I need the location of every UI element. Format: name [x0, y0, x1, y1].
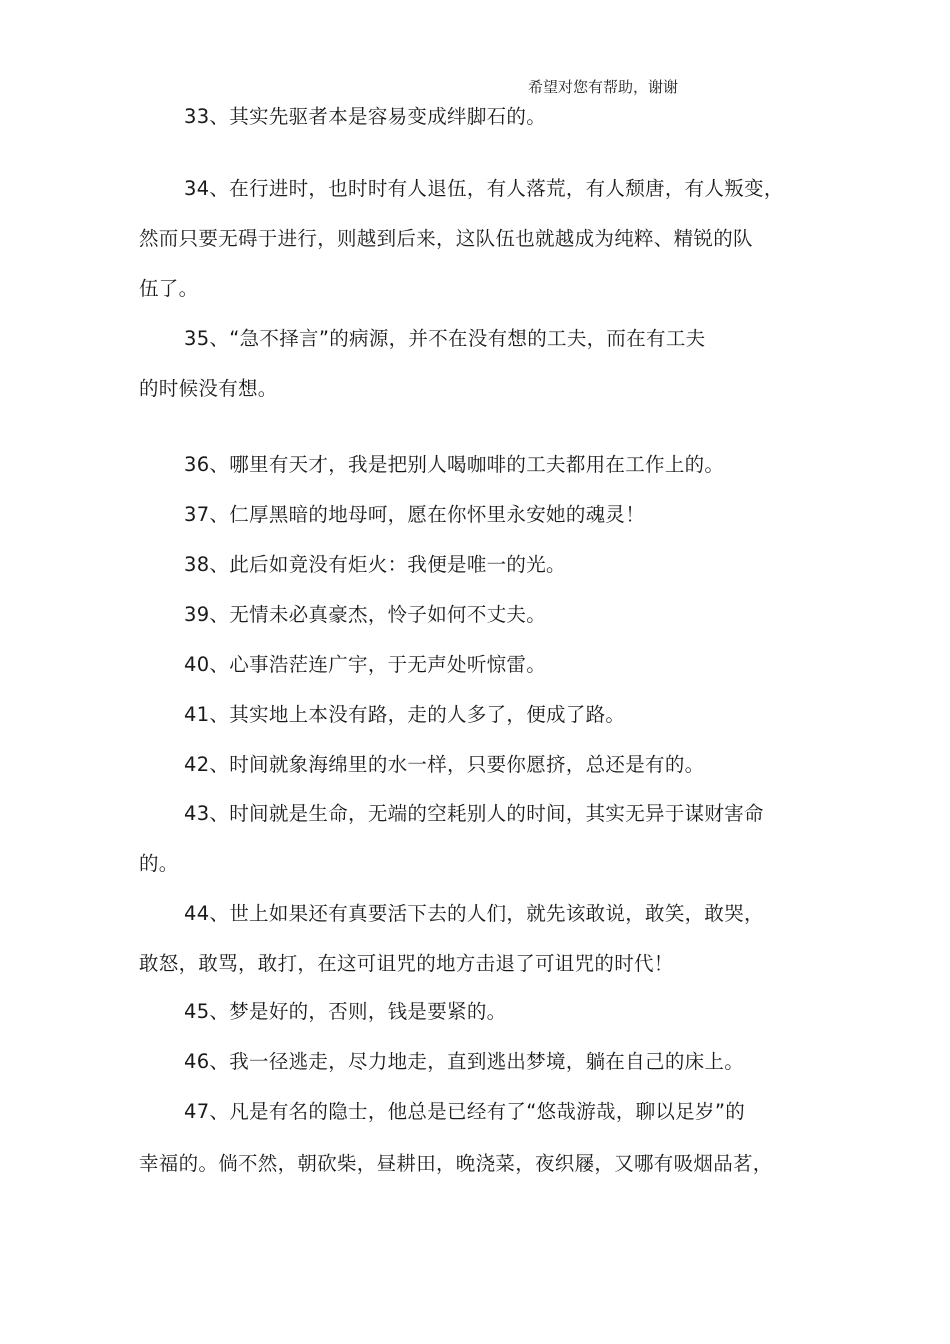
quote-35-line-2: 的时候没有想。	[139, 377, 278, 400]
quote-43-line-2: 的。	[139, 852, 179, 875]
quote-44-line-2: 敢怒，敢骂，敢打，在这可诅咒的地方击退了可诅咒的时代！	[139, 952, 674, 975]
quote-37: 37、仁厚黑暗的地母呵，愿在你怀里永安她的魂灵！	[184, 503, 646, 526]
quote-33: 33、其实先驱者本是容易变成绊脚石的。	[184, 105, 547, 128]
quote-36: 36、哪里有天才，我是把别人喝咖啡的工夫都用在工作上的。	[184, 453, 725, 476]
quote-44-line-1: 44、世上如果还有真要活下去的人们，就先该敢说，敢笑，敢哭，	[184, 902, 764, 925]
header-note: 希望对您有帮助，谢谢	[528, 78, 679, 96]
quote-40: 40、心事浩茫连广宇，于无声处听惊雷。	[184, 653, 547, 676]
quote-45: 45、梦是好的，否则，钱是要紧的。	[184, 1000, 507, 1023]
quote-46: 46、我一径逃走，尽力地走，直到逃出梦境，躺在自己的床上。	[184, 1050, 745, 1073]
quote-47-line-2: 幸福的。倘不然，朝砍柴，昼耕田，晚浇菜，夜织屦，又哪有吸烟品茗，	[139, 1152, 773, 1175]
quote-35-line-1: 35、“急不择言”的病源，并不在没有想的工夫，而在有工夫	[184, 327, 706, 350]
quote-39: 39、无情未必真豪杰，怜子如何不丈夫。	[184, 603, 547, 626]
quote-38: 38、此后如竟没有炬火：我便是唯一的光。	[184, 553, 566, 576]
quote-42: 42、时间就象海绵里的水一样，只要你愿挤，总还是有的。	[184, 753, 705, 776]
quote-34-line-2: 然而只要无碍于进行，则越到后来，这队伍也就越成为纯粹、精锐的队	[139, 227, 753, 250]
quote-41: 41、其实地上本没有路，走的人多了，便成了路。	[184, 703, 626, 726]
quote-34-line-3: 伍了。	[139, 277, 199, 300]
quote-47-line-1: 47、凡是有名的隐士，他总是已经有了“悠哉游哉，聊以足岁”的	[184, 1100, 746, 1123]
quote-43-line-1: 43、时间就是生命，无端的空耗别人的时间，其实无异于谋财害命	[184, 802, 764, 825]
quote-34-line-1: 34、在行进时，也时时有人退伍，有人落荒，有人颓唐，有人叛变，	[184, 177, 784, 200]
